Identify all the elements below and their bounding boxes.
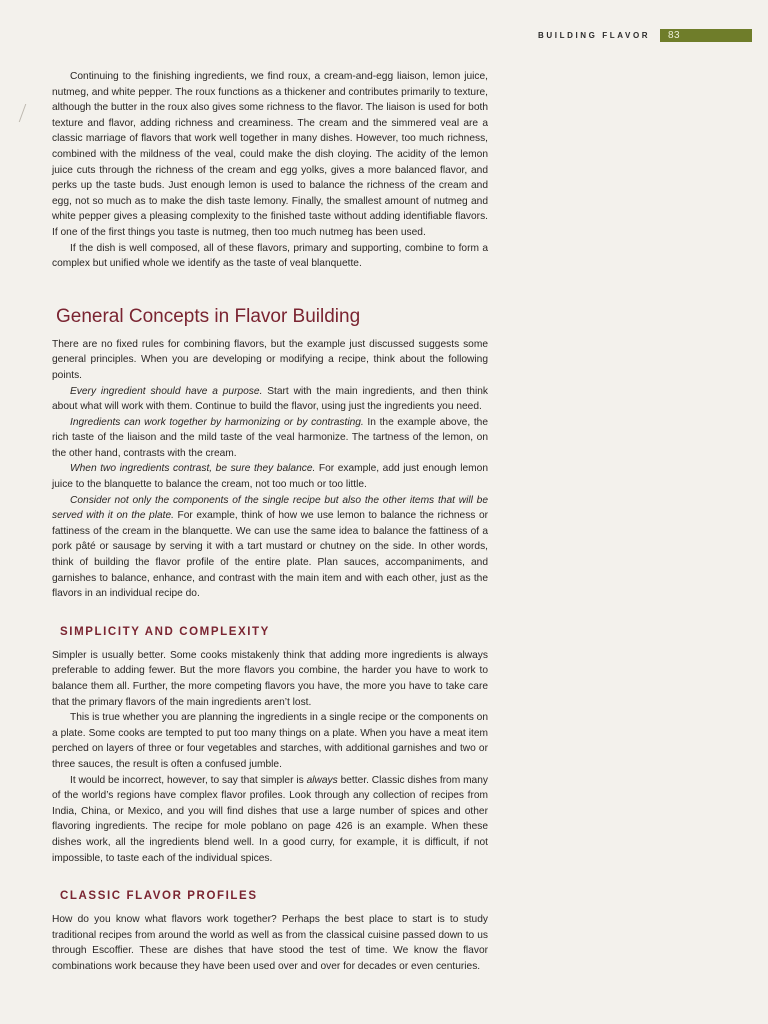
paragraph-text: For example, add just enough lemon juice to the blanquette to balance the cream, not too much or too little. [52,463,488,491]
lead-in-italic: Ingredients can work together by harmonizing or by contrasting. [70,416,364,428]
paragraph-text: It would be incorrect, however, to say that simpler is [70,774,307,786]
body-text [52,69,488,975]
running-head: BUILDING FLAVOR [538,31,651,40]
section-heading-simplicity: SIMPLICITY AND COMPLEXITY [60,625,270,638]
simplicity-paragraph-3 [52,773,488,867]
general-concepts-paragraph-5 [52,493,488,602]
paragraph-text: In the example above, the rich taste of the liaison and the mild taste of the veal harmonize. The tartness of the lemon, on the other hand, contrasts with the cream. [52,416,488,459]
lead-in-italic: When two ingredients contrast, be sure they balance. [70,463,316,475]
general-concepts-paragraph-1: There are no fixed rules for combining flavors, but the example just discussed suggests some general principles. When you are developing or modifying a recipe, think about the following points. [52,338,488,381]
page-number: 83 [668,30,681,41]
simplicity-paragraph-1: Simpler is usually better. Some cooks mistakenly think that adding more ingredients is always preferable to adding fewer. But the more flavors you combine, the harder you have to work to balance them all. Further, the more competing flavors you have, the more you have to take care that the primary flavors of the main ingredients aren’t lost. [52,649,488,708]
page-number-tab [660,29,752,42]
emphasis-text: always [306,774,338,786]
general-concepts-paragraph-2 [52,384,488,415]
paragraph-text: For example, think of how we use lemon to balance the richness or fattiness of the cream in the blanquette. We can use the same idea to balance the fattiness of a pork pâté or sausage by serving it with a tart mustard or chutney on the side. In other words, think of building the flavor profile of the entire plate. Plan sauces, accompaniments, and garnishes to balance, enhance, and contrast with the main item and with each other, just as the flavors in an individual recipe do. [52,510,488,600]
paragraph-text: Start with the main ingredients, and then think about what will work with them. Continue to build the flavor, using just the ingredients you need. [52,385,488,413]
section-heading-classic-flavor-profiles: CLASSIC FLAVOR PROFILES [60,890,258,903]
paragraph-text: better. Classic dishes from many of the world’s regions have complex flavor profiles. Look through any collection of recipes from India, China, or Mexico, and you will find dishes that use a large number of spices and other flavoring ingredients. The recipe for mole poblano on page 426 is an example. When these dishes work, all the ingredients blend well. In a good curry, for example, it is difficult, if not impossible, to taste each of the individual spices. [52,774,488,864]
lead-in-italic: Consider not only the components of the single recipe but also the other items that will be served with it on the plate. [52,494,488,522]
intro-paragraph-1: Continuing to the finishing ingredients, we find roux, a cream-and-egg liaison, lemon juice, nutmeg, and white pepper. The roux functions as a thickener and contributes primarily to texture, although the butter in the roux also gives some richness to the flavor. The liaison is used for both texture and flavor, adding richness and creaminess. The cream and the simmered veal are a classic marriage of flavors that work well together in many dishes. However, too much richness, combined with the mildness of the veal, could make the dish cloying. The acidity of the lemon juice cuts through the richness of the cream and egg yolks, gives a more balanced flavor, and perks up the taste buds. Just enough lemon is used to balance the richness of the cream and egg, not so much as to make the dish taste lemony. Finally, the smallest amount of nutmeg and white pepper gives a pleasing complexity to the finished taste without adding identifiable flavors. If one of the first things you taste is nutmeg, then too much nutmeg has been used. [52,71,488,238]
general-concepts-paragraph-4 [52,461,488,492]
simplicity-paragraph-2: This is true whether you are planning the ingredients in a single recipe or the components on a plate. Some cooks are tempted to put too many things on a plate. When you have a meat item perched on layers of three or four vegetables and starches, with additional garnishes and two or three sauces, the result is often a confused jumble. [52,712,488,770]
lead-in-italic: Every ingredient should have a purpose. [70,385,263,397]
margin-pencil-mark [19,104,35,122]
general-concepts-paragraph-3 [52,415,488,462]
classic-profiles-paragraph-1: How do you know what flavors work together? Perhaps the best place to start is to study traditional recipes from around the world as well as from the classical cuisine passed down to us through Escoffier. These are dishes that have stood the test of time. We know the flavor combinations work because they have been used over and over for decades or even centuries. [52,914,488,972]
section-heading-general-concepts: General Concepts in Flavor Building [56,305,361,327]
intro-paragraph-2: If the dish is well composed, all of these flavors, primary and supporting, combine to form a complex but unified whole we identify as the taste of veal blanquette. [52,242,488,270]
